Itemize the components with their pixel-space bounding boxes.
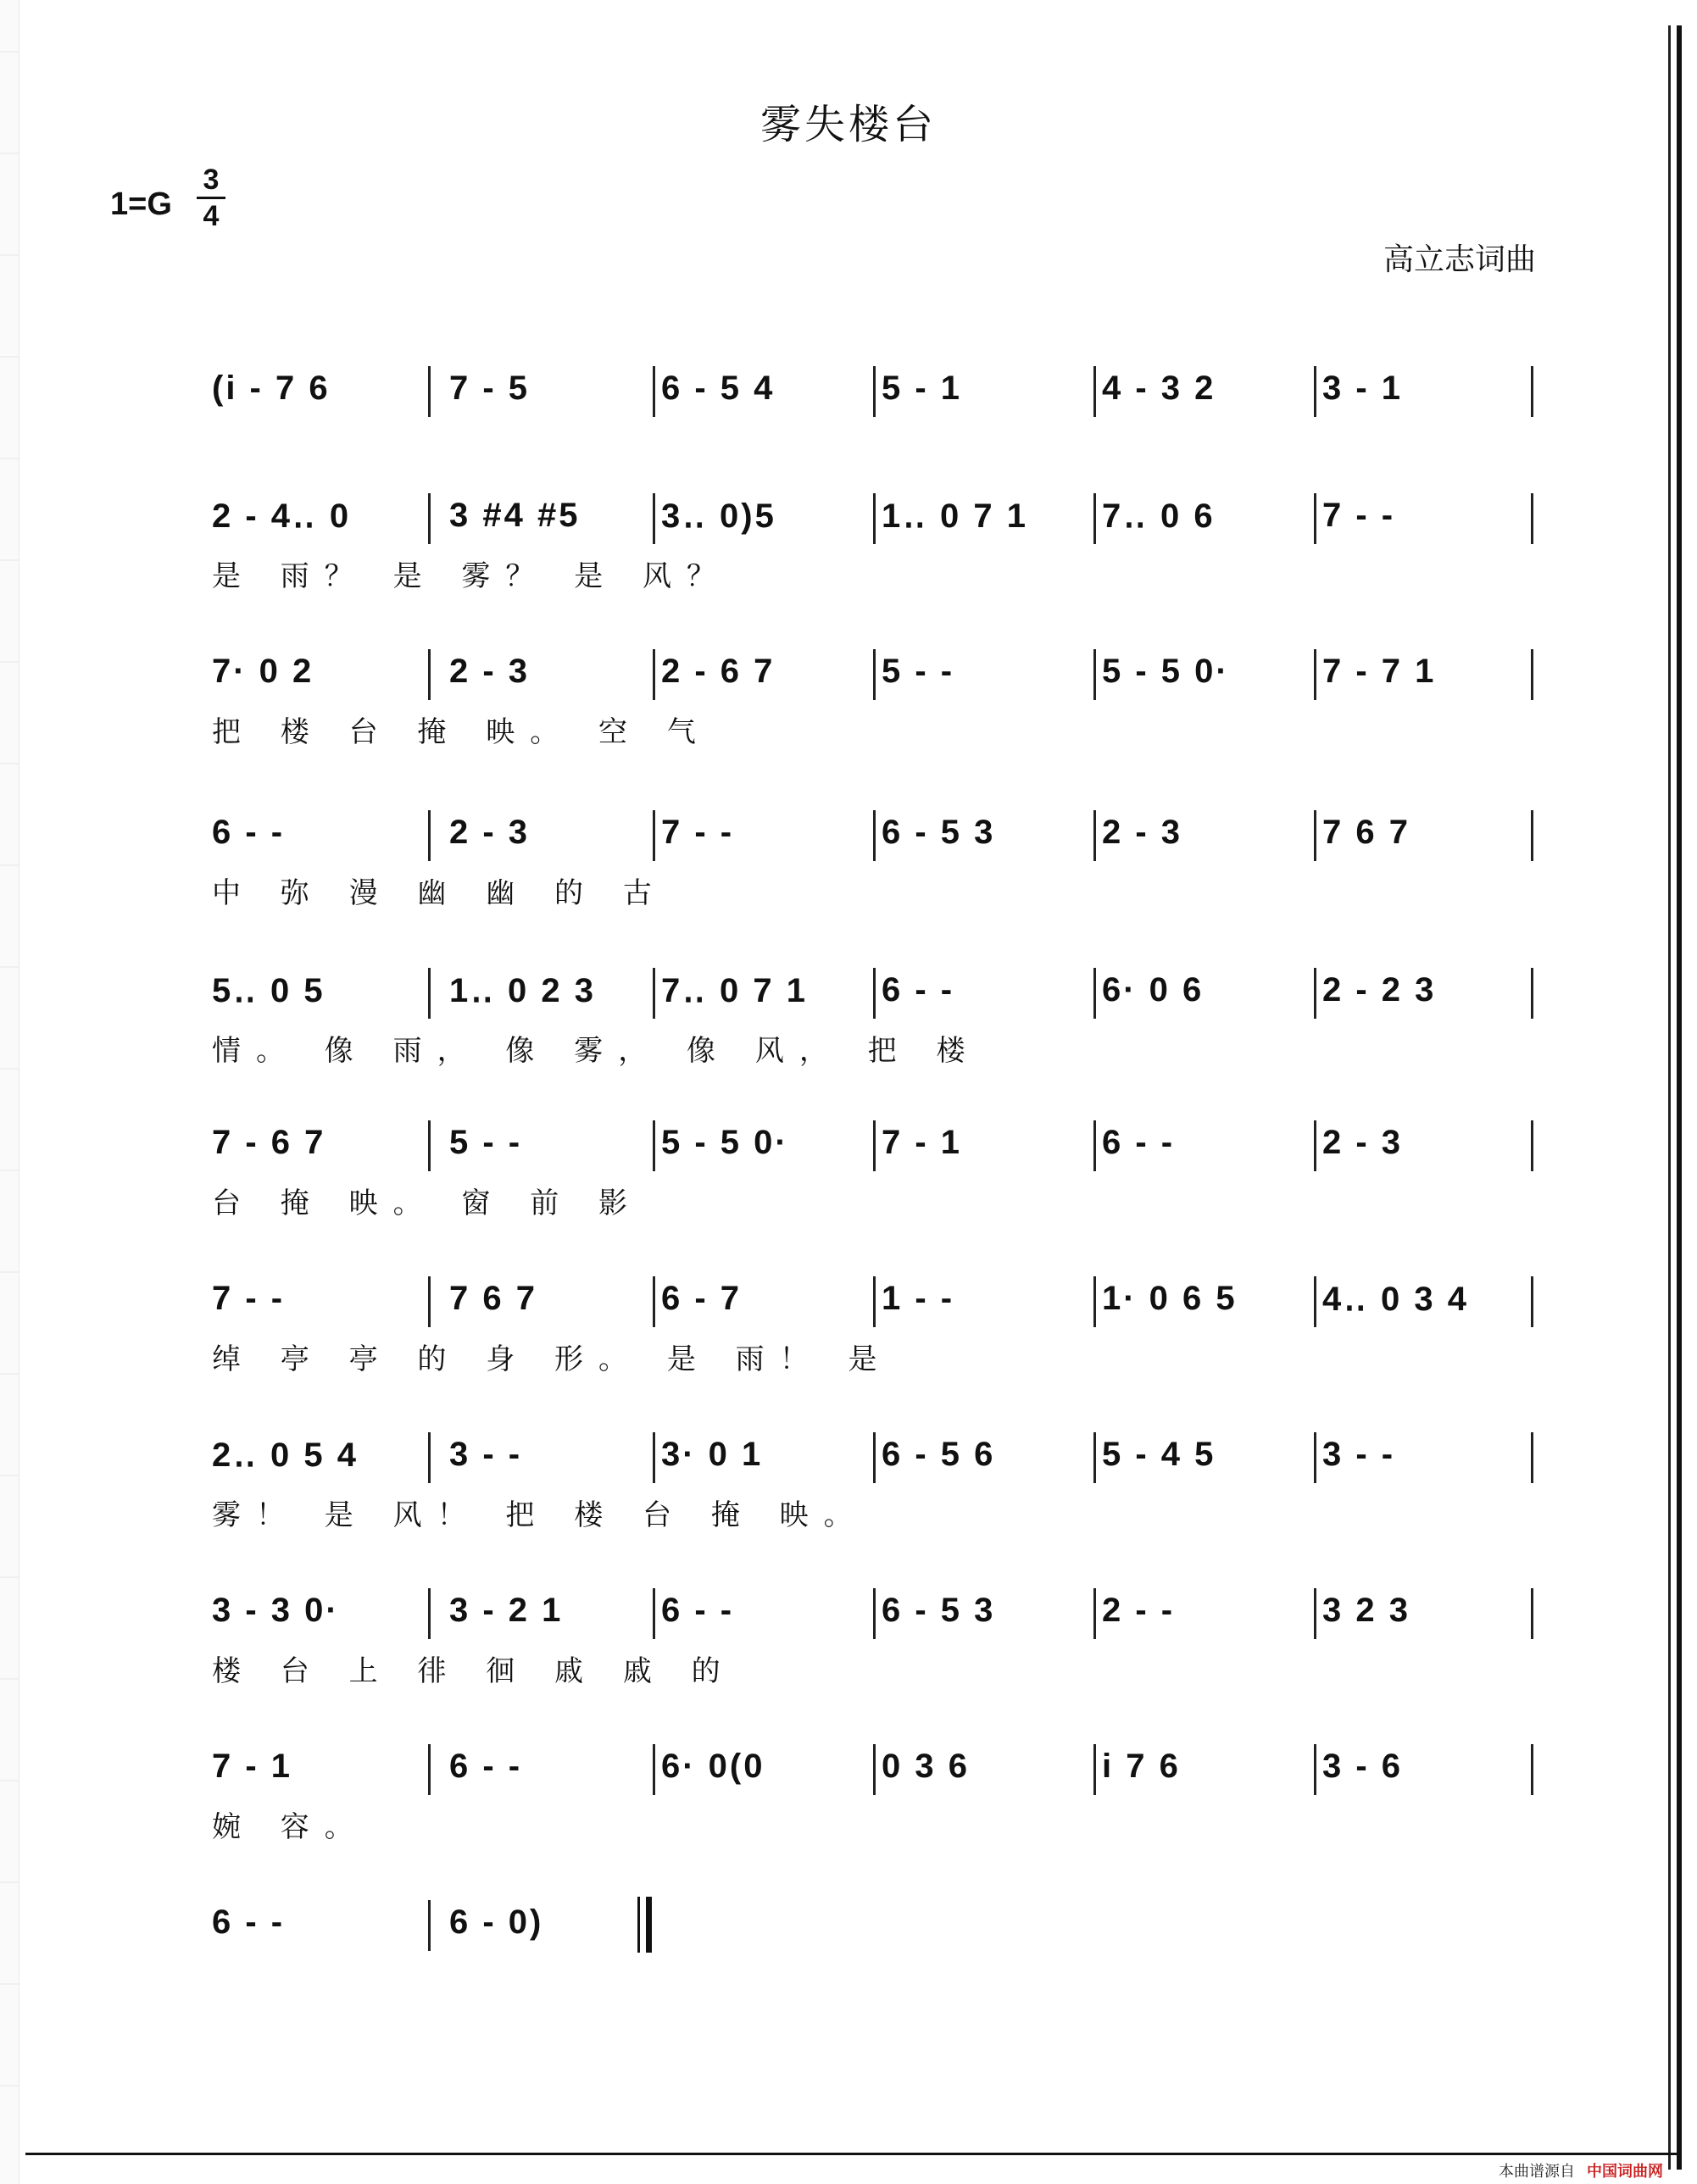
- measure-notes: 1‥ 0 7 1: [882, 497, 1029, 535]
- measure-notes: 4 - 3 2: [1102, 370, 1216, 407]
- barline: [1531, 1432, 1533, 1483]
- measure-notes: 3‥ 0)5: [661, 497, 776, 535]
- time-signature-top: 3: [203, 164, 220, 196]
- composer-credit: 高立志词曲: [1383, 242, 1536, 277]
- measure-notes: 7 6 7: [449, 1280, 537, 1317]
- time-signature-bottom: 4: [203, 200, 220, 232]
- measure-notes: 3 - -: [1322, 1436, 1396, 1473]
- measure: [1102, 1741, 1181, 1809]
- score-row: [0, 490, 1697, 617]
- barline: [873, 968, 876, 1019]
- score-row: [0, 363, 1697, 490]
- score-title: 雾失楼台: [759, 101, 937, 148]
- barline: [1093, 1588, 1096, 1639]
- barline: [1314, 968, 1316, 1019]
- barline: [428, 1276, 431, 1327]
- measure: [449, 807, 530, 875]
- measure-notes: 5 - 4 5: [1102, 1436, 1216, 1473]
- lyric-line: 楼 台 上 徘 徊 戚 戚 的: [212, 1654, 736, 1688]
- measure: [1322, 490, 1395, 558]
- barline: [1314, 1744, 1316, 1795]
- barline: [1531, 493, 1533, 544]
- measure: [1102, 646, 1230, 714]
- measure: [661, 363, 775, 431]
- barline: [1531, 1588, 1533, 1639]
- measure: [882, 646, 954, 714]
- measure-notes: 7‥ 0 7 1: [661, 972, 809, 1009]
- measure: [882, 807, 995, 875]
- measure: [1102, 1429, 1216, 1497]
- measure-notes: 6 - 5 3: [882, 1592, 996, 1629]
- barline: [653, 1744, 655, 1795]
- barline: [1093, 1432, 1096, 1483]
- measure: [661, 1273, 742, 1341]
- barline: [1531, 810, 1533, 861]
- measure: [449, 490, 580, 558]
- barline: [873, 1744, 876, 1795]
- measure-notes: 3 - 2 1: [449, 1592, 564, 1629]
- measure: [212, 363, 331, 431]
- measure: [449, 646, 530, 714]
- measure-notes: 3 - 1: [1322, 370, 1404, 407]
- barline: [1314, 649, 1316, 700]
- final-barline-thick: [646, 1897, 652, 1953]
- barline: [653, 810, 655, 861]
- measure-notes: 3 - 6: [1322, 1748, 1404, 1785]
- barline: [653, 1432, 655, 1483]
- measure: [212, 1273, 285, 1341]
- barline: [1093, 1744, 1096, 1795]
- measure-notes: 5 - -: [449, 1124, 523, 1161]
- measure: [1322, 1585, 1410, 1653]
- barline: [1093, 968, 1096, 1019]
- measure-notes: 5 - 5 0·: [661, 1124, 789, 1161]
- measure: [212, 964, 325, 1032]
- score-row: [0, 964, 1697, 1092]
- barline: [873, 649, 876, 700]
- measure: [882, 1429, 995, 1497]
- measure-notes: 2 - 3: [1102, 814, 1183, 851]
- measure-notes: 5‥ 0 5: [212, 972, 325, 1009]
- measure-notes: 3 - 3 0·: [212, 1592, 340, 1629]
- measure-notes: 6 - -: [212, 814, 286, 851]
- measure-notes: 2 - 3: [449, 814, 531, 851]
- lyric-line: 婉 容。: [212, 1810, 369, 1844]
- barline: [1314, 810, 1316, 861]
- measure-notes: 7· 0 2: [212, 653, 314, 690]
- score-row: [0, 1117, 1697, 1244]
- source-label: 本曲谱源自: [1499, 2163, 1575, 2181]
- measure: [661, 1741, 765, 1809]
- measure: [661, 1429, 763, 1497]
- measure-notes: 6· 0 6: [1102, 971, 1205, 1009]
- measure: [882, 1741, 970, 1809]
- measure: [449, 1117, 522, 1185]
- measure-notes: 6 - -: [212, 1903, 286, 1941]
- measure: [449, 1273, 537, 1341]
- measure-notes: 5 - 5 0·: [1102, 653, 1230, 690]
- barline: [428, 968, 431, 1019]
- measure: [1322, 1117, 1403, 1185]
- site-name: 中国词曲网: [1587, 2163, 1663, 2181]
- measure-notes: 6 - -: [449, 1748, 523, 1785]
- lyric-line: 是 雨？ 是 雾？ 是 风？: [212, 559, 732, 593]
- barline: [653, 968, 655, 1019]
- barline: [1314, 1276, 1316, 1327]
- final-barline-thin: [637, 1897, 640, 1953]
- measure: [212, 1585, 340, 1653]
- measure-notes: 3 - -: [449, 1436, 523, 1473]
- barline: [428, 493, 431, 544]
- measure-notes: 1 - -: [882, 1280, 955, 1317]
- score-row: [0, 1897, 1697, 2024]
- measure-notes: 1‥ 0 2 3: [449, 972, 597, 1009]
- measure: [212, 1741, 292, 1809]
- measure-notes: 7 - 5: [449, 370, 531, 407]
- barline: [1093, 493, 1096, 544]
- barline: [653, 1276, 655, 1327]
- barline: [653, 1588, 655, 1639]
- barline: [1531, 649, 1533, 700]
- barline: [1314, 493, 1316, 544]
- measure: [661, 1585, 734, 1653]
- measure: [882, 363, 962, 431]
- measure: [661, 1117, 789, 1185]
- measure: [212, 646, 314, 714]
- measure: [1322, 363, 1403, 431]
- measure-notes: 6 - -: [1102, 1124, 1176, 1161]
- measure-notes: 2 - 3: [1322, 1124, 1404, 1161]
- measure-notes: 2 - 4‥ 0: [212, 497, 352, 535]
- measure: [661, 964, 808, 1032]
- measure-notes: 7 - 6 7: [212, 1124, 326, 1161]
- measure: [882, 1273, 954, 1341]
- lyric-line: 台 掩 映。 窗 前 影: [212, 1186, 643, 1220]
- measure-notes: 3· 0 1: [661, 1436, 764, 1473]
- measure-notes: 6· 0(0: [661, 1748, 765, 1785]
- measure-notes: 5 - -: [882, 653, 955, 690]
- barline: [1314, 366, 1316, 417]
- barline: [428, 649, 431, 700]
- measure: [449, 363, 530, 431]
- measure-notes: 6 - -: [882, 971, 955, 1009]
- measure: [212, 1117, 325, 1185]
- source-footer: [1499, 2159, 1663, 2181]
- score-row: [0, 1585, 1697, 1712]
- measure-notes: (i - 7 6: [212, 370, 331, 407]
- barline: [873, 1588, 876, 1639]
- barline: [1531, 1744, 1533, 1795]
- barline: [653, 649, 655, 700]
- lyric-line: 绰 亭 亭 的 身 形。 是 雨！ 是: [212, 1342, 893, 1376]
- score-row: [0, 646, 1697, 773]
- score-row: [0, 1429, 1697, 1556]
- measure-notes: 3 #4 #5: [449, 497, 581, 534]
- measure: [661, 646, 775, 714]
- barline: [1531, 1276, 1533, 1327]
- measure-notes: 1· 0 6 5: [1102, 1280, 1238, 1317]
- measure: [1102, 1585, 1175, 1653]
- measure: [1102, 964, 1204, 1032]
- measure-notes: 6 - 7: [661, 1280, 743, 1317]
- measure: [1322, 964, 1436, 1032]
- barline: [1093, 1276, 1096, 1327]
- measure: [449, 964, 596, 1032]
- measure: [212, 490, 351, 558]
- barline: [1093, 810, 1096, 861]
- measure: [212, 1429, 359, 1497]
- score-row: [0, 1273, 1697, 1400]
- measure: [1102, 807, 1182, 875]
- measure-notes: i 7 6: [1102, 1748, 1181, 1785]
- measure-notes: 2‥ 0 5 4: [212, 1437, 359, 1474]
- measure: [449, 1429, 522, 1497]
- barline: [873, 493, 876, 544]
- barline: [1531, 1120, 1533, 1171]
- time-signature: [197, 164, 225, 231]
- measure: [1322, 1273, 1469, 1341]
- measure-notes: 4‥ 0 3 4: [1322, 1281, 1470, 1318]
- measure-notes: 0 3 6: [882, 1748, 970, 1785]
- measure-notes: 2 - 2 3: [1322, 971, 1437, 1009]
- measure-notes: 7 - -: [212, 1280, 286, 1317]
- measure-notes: 5 - 1: [882, 370, 963, 407]
- bottom-border-line: [25, 2153, 1678, 2155]
- measure: [1102, 363, 1216, 431]
- barline: [653, 1120, 655, 1171]
- measure: [449, 1897, 543, 1964]
- measure: [882, 964, 954, 1032]
- score-row: [0, 807, 1697, 934]
- barline: [873, 1432, 876, 1483]
- measure-notes: 7 - 1: [882, 1124, 963, 1161]
- measure: [1102, 1273, 1238, 1341]
- measure-notes: 7 - -: [1322, 497, 1396, 534]
- barline: [1531, 366, 1533, 417]
- barline: [873, 366, 876, 417]
- key-signature: 1=G: [110, 186, 172, 222]
- measure: [882, 1585, 995, 1653]
- measure-notes: 6 - -: [661, 1592, 735, 1629]
- barline: [1093, 1120, 1096, 1171]
- barline: [428, 366, 431, 417]
- barline: [428, 1120, 431, 1171]
- measure-notes: 6 - 5 6: [882, 1436, 996, 1473]
- lyric-line: 中 弥 漫 幽 幽 的 古: [212, 876, 667, 910]
- measure: [882, 1117, 962, 1185]
- barline: [1531, 968, 1533, 1019]
- barline: [428, 1744, 431, 1795]
- lyric-line: 把 楼 台 掩 映。 空 气: [212, 715, 711, 749]
- measure: [1322, 807, 1410, 875]
- measure: [1102, 1117, 1175, 1185]
- barline: [428, 1900, 431, 1951]
- measure: [1322, 1741, 1403, 1809]
- measure-notes: 3 2 3: [1322, 1592, 1410, 1629]
- measure-notes: 6 - 5 4: [661, 370, 776, 407]
- measure: [212, 807, 285, 875]
- measure: [1322, 1429, 1395, 1497]
- score-row: [0, 1741, 1697, 1868]
- measure-notes: 6 - 0): [449, 1903, 544, 1941]
- measure: [1102, 490, 1216, 558]
- measure: [449, 1741, 522, 1809]
- measure-notes: 2 - 6 7: [661, 653, 776, 690]
- measure-notes: 7 6 7: [1322, 814, 1410, 851]
- measure: [661, 490, 776, 558]
- measure-notes: 6 - 5 3: [882, 814, 996, 851]
- lyric-line: 雾！ 是 风！ 把 楼 台 掩 映。: [212, 1498, 868, 1532]
- barline: [428, 1432, 431, 1483]
- barline: [428, 810, 431, 861]
- barline: [1093, 366, 1096, 417]
- measure-notes: 7 - 7 1: [1322, 653, 1437, 690]
- barline: [653, 493, 655, 544]
- measure: [882, 490, 1028, 558]
- barline: [1314, 1432, 1316, 1483]
- measure: [661, 807, 734, 875]
- barline: [873, 1120, 876, 1171]
- measure-notes: 7‥ 0 6: [1102, 497, 1216, 535]
- measure: [212, 1897, 285, 1964]
- barline: [1314, 1588, 1316, 1639]
- measure-notes: 7 - 1: [212, 1748, 293, 1785]
- barline: [428, 1588, 431, 1639]
- measure: [449, 1585, 563, 1653]
- barline: [873, 810, 876, 861]
- measure-notes: 2 - 3: [449, 653, 531, 690]
- measure: [1322, 646, 1436, 714]
- measure-notes: 7 - -: [661, 814, 735, 851]
- barline: [653, 366, 655, 417]
- barline: [873, 1276, 876, 1327]
- barline: [1093, 649, 1096, 700]
- lyric-line: 情。 像 雨， 像 雾， 像 风， 把 楼: [212, 1034, 981, 1068]
- barline: [1314, 1120, 1316, 1171]
- measure-notes: 2 - -: [1102, 1592, 1176, 1629]
